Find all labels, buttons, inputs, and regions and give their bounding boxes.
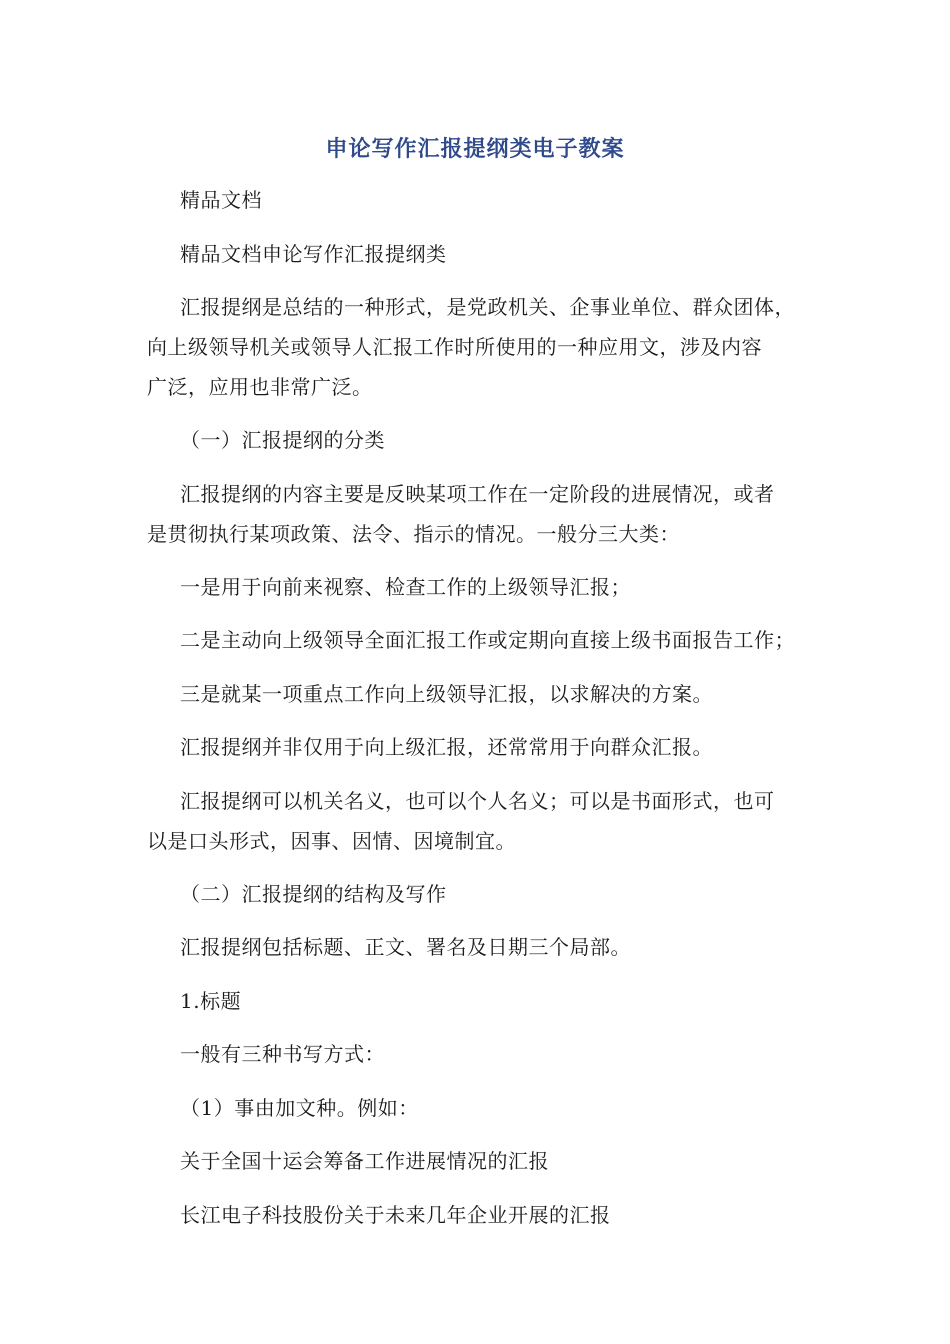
document-title: 申论写作汇报提纲类电子教案 — [325, 137, 625, 162]
paragraph-line: 广泛，应用也非常广泛。 — [147, 375, 373, 399]
paragraph-line: 汇报提纲是总结的一种形式，是党政机关、企事业单位、群众团体， — [180, 295, 795, 319]
paragraph-line: 向上级领导机关或领导人汇报工作时所使用的一种应用文，涉及内容 — [147, 335, 762, 359]
paragraph-line: 汇报提纲并非仅用于向上级汇报，还常常用于向群众汇报。 — [180, 735, 713, 759]
section-heading: （一）汇报提纲的分类 — [180, 428, 385, 452]
paragraph-line: 以是口头形式，因事、因情、因境制宜。 — [147, 829, 516, 853]
paragraph-line: 汇报提纲包括标题、正文、署名及日期三个局部。 — [180, 935, 631, 959]
paragraph-line: 精品文档 — [180, 188, 262, 212]
example-line: 长江电子科技股份关于未来几年企业开展的汇报 — [180, 1203, 611, 1227]
subheading: 1.标题 — [180, 989, 242, 1013]
paragraph-line: 汇报提纲可以机关名义，也可以个人名义；可以是书面形式，也可 — [180, 789, 775, 813]
paragraph-line: 汇报提纲的内容主要是反映某项工作在一定阶段的进展情况，或者 — [180, 482, 775, 506]
paragraph-line: （1）事由加文种。例如： — [180, 1096, 419, 1120]
paragraph-line: 是贯彻执行某项政策、法令、指示的情况。一般分三大类： — [147, 522, 680, 546]
paragraph-line: 三是就某一项重点工作向上级领导汇报，以求解决的方案。 — [180, 682, 713, 706]
example-line: 关于全国十运会筹备工作进展情况的汇报 — [180, 1149, 549, 1173]
section-heading: （二）汇报提纲的结构及写作 — [180, 882, 447, 906]
paragraph-line: 一般有三种书写方式： — [180, 1042, 385, 1066]
paragraph-line: 一是用于向前来视察、检查工作的上级领导汇报； — [180, 575, 631, 599]
paragraph-line: 二是主动向上级领导全面汇报工作或定期向直接上级书面报告工作； — [180, 628, 795, 652]
paragraph-line: 精品文档申论写作汇报提纲类 — [180, 242, 447, 266]
